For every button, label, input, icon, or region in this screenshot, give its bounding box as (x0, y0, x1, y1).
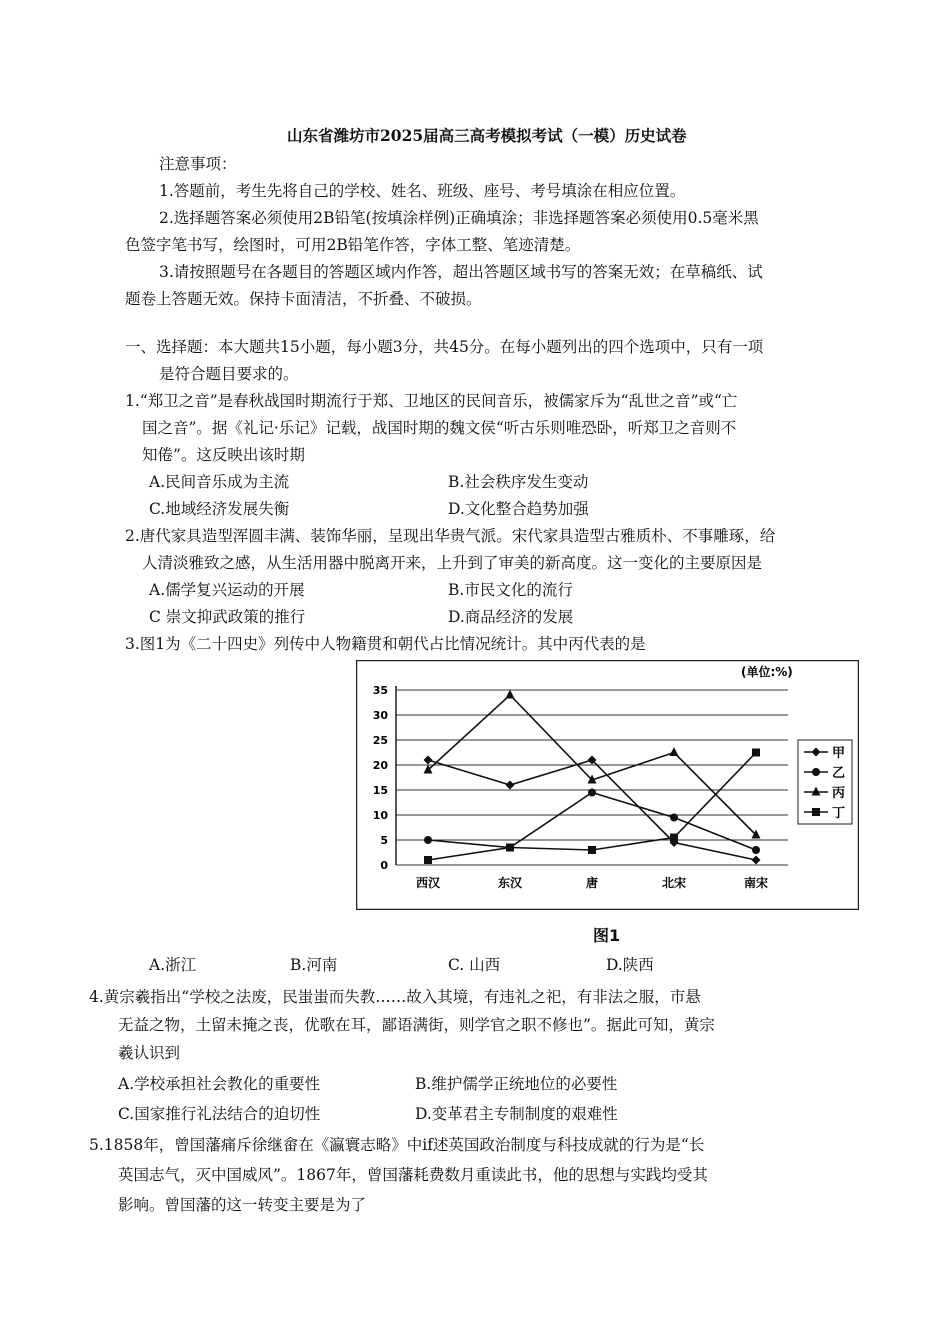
line-chart (356, 660, 859, 910)
q2-option-b: B.市民文化的流行 (448, 581, 573, 599)
question-2-stem: 2.唐代家具造型浑圆丰满、装饰华丽，呈现出华贵气派。宋代家具造型古雅质朴、不事雕琢，给 (125, 527, 776, 545)
data-point (588, 789, 596, 797)
data-point (506, 844, 514, 852)
legend-label: 丁 (832, 806, 846, 821)
chart-caption: 图1 (593, 926, 621, 945)
data-point (424, 765, 433, 774)
question-4-stem: 羲认识到 (118, 1044, 181, 1062)
y-tick-label: 10 (372, 809, 388, 822)
data-point (670, 834, 678, 842)
question-1-stem: 知倦”。这反映出该时期 (142, 446, 305, 464)
data-point (752, 856, 761, 865)
q1-option-c: C.地域经济发展失衡 (149, 500, 290, 518)
notice-heading: 注意事项： (159, 155, 237, 173)
q1-option-d: D.文化整合趋势加强 (448, 500, 589, 518)
y-tick-label: 15 (372, 784, 388, 797)
data-point (670, 747, 679, 756)
chart-unit-label: (单位:%) (741, 665, 793, 679)
x-tick-label: 南宋 (743, 876, 769, 890)
legend-marker (812, 808, 820, 816)
x-tick-label: 唐 (585, 876, 599, 890)
chart-frame (357, 661, 859, 910)
y-tick-label: 5 (380, 834, 388, 847)
data-point (424, 836, 432, 844)
data-point (424, 756, 433, 765)
question-5-stem: 5.1858年，曾国藩痛斥徐继畲在《瀛寰志略》中if述英国政治制度与科技成就的行为是“长 (89, 1136, 705, 1154)
notice-item: 1.答题前，考生先将自己的学校、姓名、班级、座号、考号填涂在相应位置。 (159, 182, 686, 200)
question-4-stem: 4.黄宗羲指出“学校之法废，民蚩蚩而失教……故入其境，有违礼之祀，有非法之服，市悬 (89, 988, 701, 1006)
q3-option-b: B.河南 (290, 956, 338, 974)
data-point (424, 856, 432, 864)
y-tick-label: 35 (372, 684, 388, 697)
notice-item: 题卷上答题无效。保持卡面清洁，不折叠、不破损。 (125, 290, 482, 308)
notice-item: 3.请按照题号在各题目的答题区域内作答，超出答题区域书写的答案无效；在草稿纸、试 (159, 263, 763, 281)
data-point (752, 749, 760, 757)
q4-option-a: A.学校承担社会教化的重要性 (118, 1075, 321, 1093)
question-1-stem: 1.“郑卫之音”是春秋战国时期流行于郑、卫地区的民间音乐，被儒家斥为“乱世之音”或“亡 (125, 392, 738, 410)
q4-option-d: D.变革君主专制制度的艰难性 (415, 1105, 618, 1123)
question-5-stem: 英国志气，灭中国威风”。1867年，曾国藩耗费数月重读此书，他的思想与实践均受其 (118, 1166, 708, 1184)
legend-marker (812, 768, 820, 776)
x-tick-label: 东汉 (497, 876, 523, 890)
q1-option-a: A.民间音乐成为主流 (149, 473, 290, 491)
y-tick-label: 0 (380, 859, 388, 872)
y-tick-label: 30 (372, 709, 388, 722)
x-tick-label: 北宋 (661, 876, 687, 890)
legend-label: 乙 (832, 766, 846, 781)
series-line-乙 (428, 793, 756, 851)
y-tick-label: 20 (372, 759, 388, 772)
legend-label: 丙 (832, 786, 846, 801)
q3-option-d: D.陕西 (606, 956, 654, 974)
q1-option-b: B.社会秩序发生变动 (448, 473, 589, 491)
data-point (506, 690, 515, 699)
page-title: 山东省潍坊市2025届高三高考模拟考试（一模）历史试卷 (287, 126, 687, 145)
q3-option-a: A.浙江 (149, 956, 197, 974)
data-point (752, 846, 760, 854)
notice-item: 色签字笔书写，绘图时，可用2B铅笔作答，字体工整、笔迹清楚。 (125, 236, 581, 254)
q2-option-d: D.商品经济的发展 (448, 608, 574, 626)
data-point (506, 781, 515, 790)
data-point (670, 814, 678, 822)
q4-option-b: B.维护儒学正统地位的必要性 (415, 1075, 618, 1093)
q4-option-c: C.国家推行礼法结合的迫切性 (118, 1105, 321, 1123)
section-heading-cont: 是符合题目要求的。 (159, 365, 299, 383)
q2-option-a: A.儒学复兴运动的开展 (149, 581, 305, 599)
question-1-stem: 国之音”。据《礼记·乐记》记载，战国时期的魏文侯“听古乐则唯恐卧，听郑卫之音则不 (142, 419, 737, 437)
q2-option-c: C 崇文抑武政策的推行 (149, 608, 306, 626)
question-3-stem: 3.图1为《二十四史》列传中人物籍贯和朝代占比情况统计。其中丙代表的是 (125, 635, 646, 653)
section-heading: 一、选择题：本大题共15小题，每小题3分，共45分。在每小题列出的四个选项中，只有一项 (125, 338, 764, 356)
x-tick-label: 西汉 (415, 876, 441, 890)
question-4-stem: 无益之物，土留未掩之丧，优歌在耳，鄙语满街，则学官之职不修也”。据此可知，黄宗 (118, 1016, 715, 1034)
q3-option-c: C. 山西 (448, 956, 501, 974)
question-2-stem: 人清淡雅致之感，从生活用器中脱离开来，上升到了审美的新高度。这一变化的主要原因是 (142, 554, 763, 572)
data-point (588, 846, 596, 854)
legend-label: 甲 (832, 746, 846, 761)
notice-item: 2.选择题答案必须使用2B铅笔(按填涂样例)正确填涂；非选择题答案必须使用0.5毫米黑 (159, 209, 759, 227)
question-5-stem: 影响。曾国藩的这一转变主要是为了 (118, 1196, 367, 1214)
y-tick-label: 25 (372, 734, 388, 747)
